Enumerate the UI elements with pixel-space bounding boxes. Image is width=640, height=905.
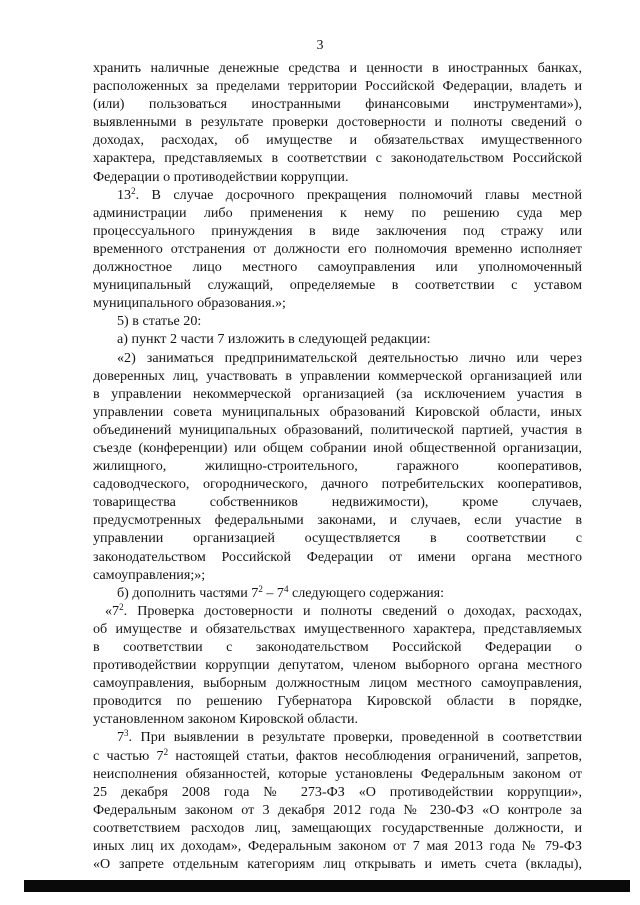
item-5-heading: 5) в статье 20:: [117, 313, 202, 330]
text-line: 25 декабря 2008 года № 273-ФЗ «О противодействии коррупции»,: [93, 783, 582, 800]
text-line: Федеральным законом от 3 декабря 2012 года № 230-ФЗ «О контроле за: [93, 801, 582, 818]
subitem-b-heading: [93, 584, 582, 602]
document-body: [93, 59, 582, 873]
superscript: 4: [283, 583, 289, 594]
text-line: об имуществе и обязательствах имущественного характера, представляемых: [93, 620, 582, 637]
text-line: . В случае досрочного прекращения полномочий главы местной: [135, 186, 582, 203]
text-line: объединений муниципальных образований, политической партией, участия в: [93, 421, 582, 438]
text-line-with-superscript: [93, 747, 582, 765]
text-line: хранить наличные денежные средства и ценности в иностранных банках,: [93, 60, 582, 76]
text-line: противодействии коррупции депутатом, членом выборного органа местного: [93, 657, 582, 674]
text-line: доверенных лиц, участвовать в управлении коммерческой организацией или: [93, 367, 582, 384]
text-line: расположенных за пределами территории Российской Федерации, владеть и: [93, 78, 582, 95]
text-line: характера, представляемых в соответствии с законодательством Российской: [93, 150, 582, 167]
text-line: (или) пользоваться иностранными финансовыми инструментами»),: [93, 96, 582, 113]
subitem-b-prefix: б) дополнить частями 7: [117, 584, 259, 601]
text-line: предусмотренных федеральными законами, и случаев, если участие в: [93, 512, 582, 529]
text-line: доходах, расходах, об имуществе и обязательствах имущественного: [93, 132, 582, 149]
scan-bottom-edge: [24, 880, 630, 892]
page-number: 3: [316, 38, 324, 53]
superscript: 2: [258, 583, 263, 594]
clause-number: 7: [117, 729, 125, 746]
text-line: муниципального образования.»;: [93, 295, 286, 312]
paragraph-7-3-first-line: [93, 728, 582, 746]
text-line: соответствием расходов лиц, замещающих государственные должности, и: [93, 819, 582, 836]
text-line: . При выявлении в результате проверки, проведенной в соответствии: [128, 729, 582, 746]
text-line: муниципальный служащий, определяемые в соответствии с уставом: [93, 277, 582, 294]
text-line: жилищного, жилищно-строительного, гаражного кооперативов,: [93, 458, 582, 475]
text-line: «О запрете отдельным категориям лиц открывать и иметь счета (вклады),: [93, 856, 582, 873]
paragraph-13-2-first-line: [93, 186, 582, 204]
clause-superscript: 2: [131, 185, 136, 196]
clause-number: 13: [117, 186, 132, 203]
text-line: управлении организацией осуществляется в соответствии с: [93, 530, 582, 547]
text-line: иных лиц их доходам», Федеральным законом от 7 мая 2013 года № 79-ФЗ: [93, 838, 582, 855]
clause-number: «7: [105, 602, 120, 619]
text-line: установленном законом Кировской области.: [93, 711, 359, 728]
text-line: товарищества собственников недвижимости), кроме случаев,: [93, 494, 582, 511]
text-line: выявленными в результате проверки достоверности и полноты сведений о: [93, 114, 582, 131]
paragraph-7-2-first-line: [93, 602, 582, 620]
text-line: проводится по решению Губернатора Кировской области в порядке,: [93, 693, 582, 710]
text-line: временного отстранения от должности его полномочия временно исполняет: [93, 240, 582, 257]
text-line: самоуправления;»;: [93, 566, 206, 583]
text-line: съезде (конференции) или общем собрании иной общественной организации,: [93, 439, 582, 456]
text-line: законодательством Российской Федерации от имени органа местного: [93, 548, 582, 565]
subitem-b-suffix: следующего содержания:: [288, 584, 445, 601]
text-line: неисполнения обязанностей, которые установлены Федеральным законом от: [93, 765, 582, 782]
subitem-a-heading: а) пункт 2 части 7 изложить в следующей редакции:: [117, 331, 431, 348]
text-fragment: с частью 7: [93, 747, 164, 764]
text-line: в соответствии с законодательством Российской Федерации о: [93, 639, 582, 655]
text-line: садоводческого, огороднического, дачного потребительских кооперативов,: [93, 476, 582, 493]
text-fragment: настоящей статьи, фактов несоблюдения ограничений, запретов,: [168, 747, 582, 764]
text-line: должностное лицо местного самоуправления или уполномоченный: [93, 259, 582, 276]
text-line: «2) заниматься предпринимательской деятельностью лично или через: [117, 349, 582, 366]
subitem-b-middle: – 7: [262, 584, 284, 601]
text-line: . Проверка достоверности и полноты сведений о доходах, расходах,: [123, 602, 582, 619]
text-line: самоуправления, выборным должностным лицом местного самоуправления,: [93, 675, 582, 692]
text-line: администрации либо применения к нему по решению суда мер: [93, 204, 582, 221]
text-line: в управлении некоммерческой организацией (за исключением участия в: [93, 385, 582, 402]
clause-superscript: 2: [119, 601, 124, 612]
superscript: 2: [163, 746, 169, 757]
text-line: Федерации о противодействии коррупции.: [93, 168, 349, 185]
clause-superscript: 3: [124, 728, 129, 739]
text-line: процессуального принуждения в виде заключения под стражу или: [93, 222, 582, 239]
text-line: управлении совета муниципальных образований Кировской области, иных: [93, 403, 582, 420]
